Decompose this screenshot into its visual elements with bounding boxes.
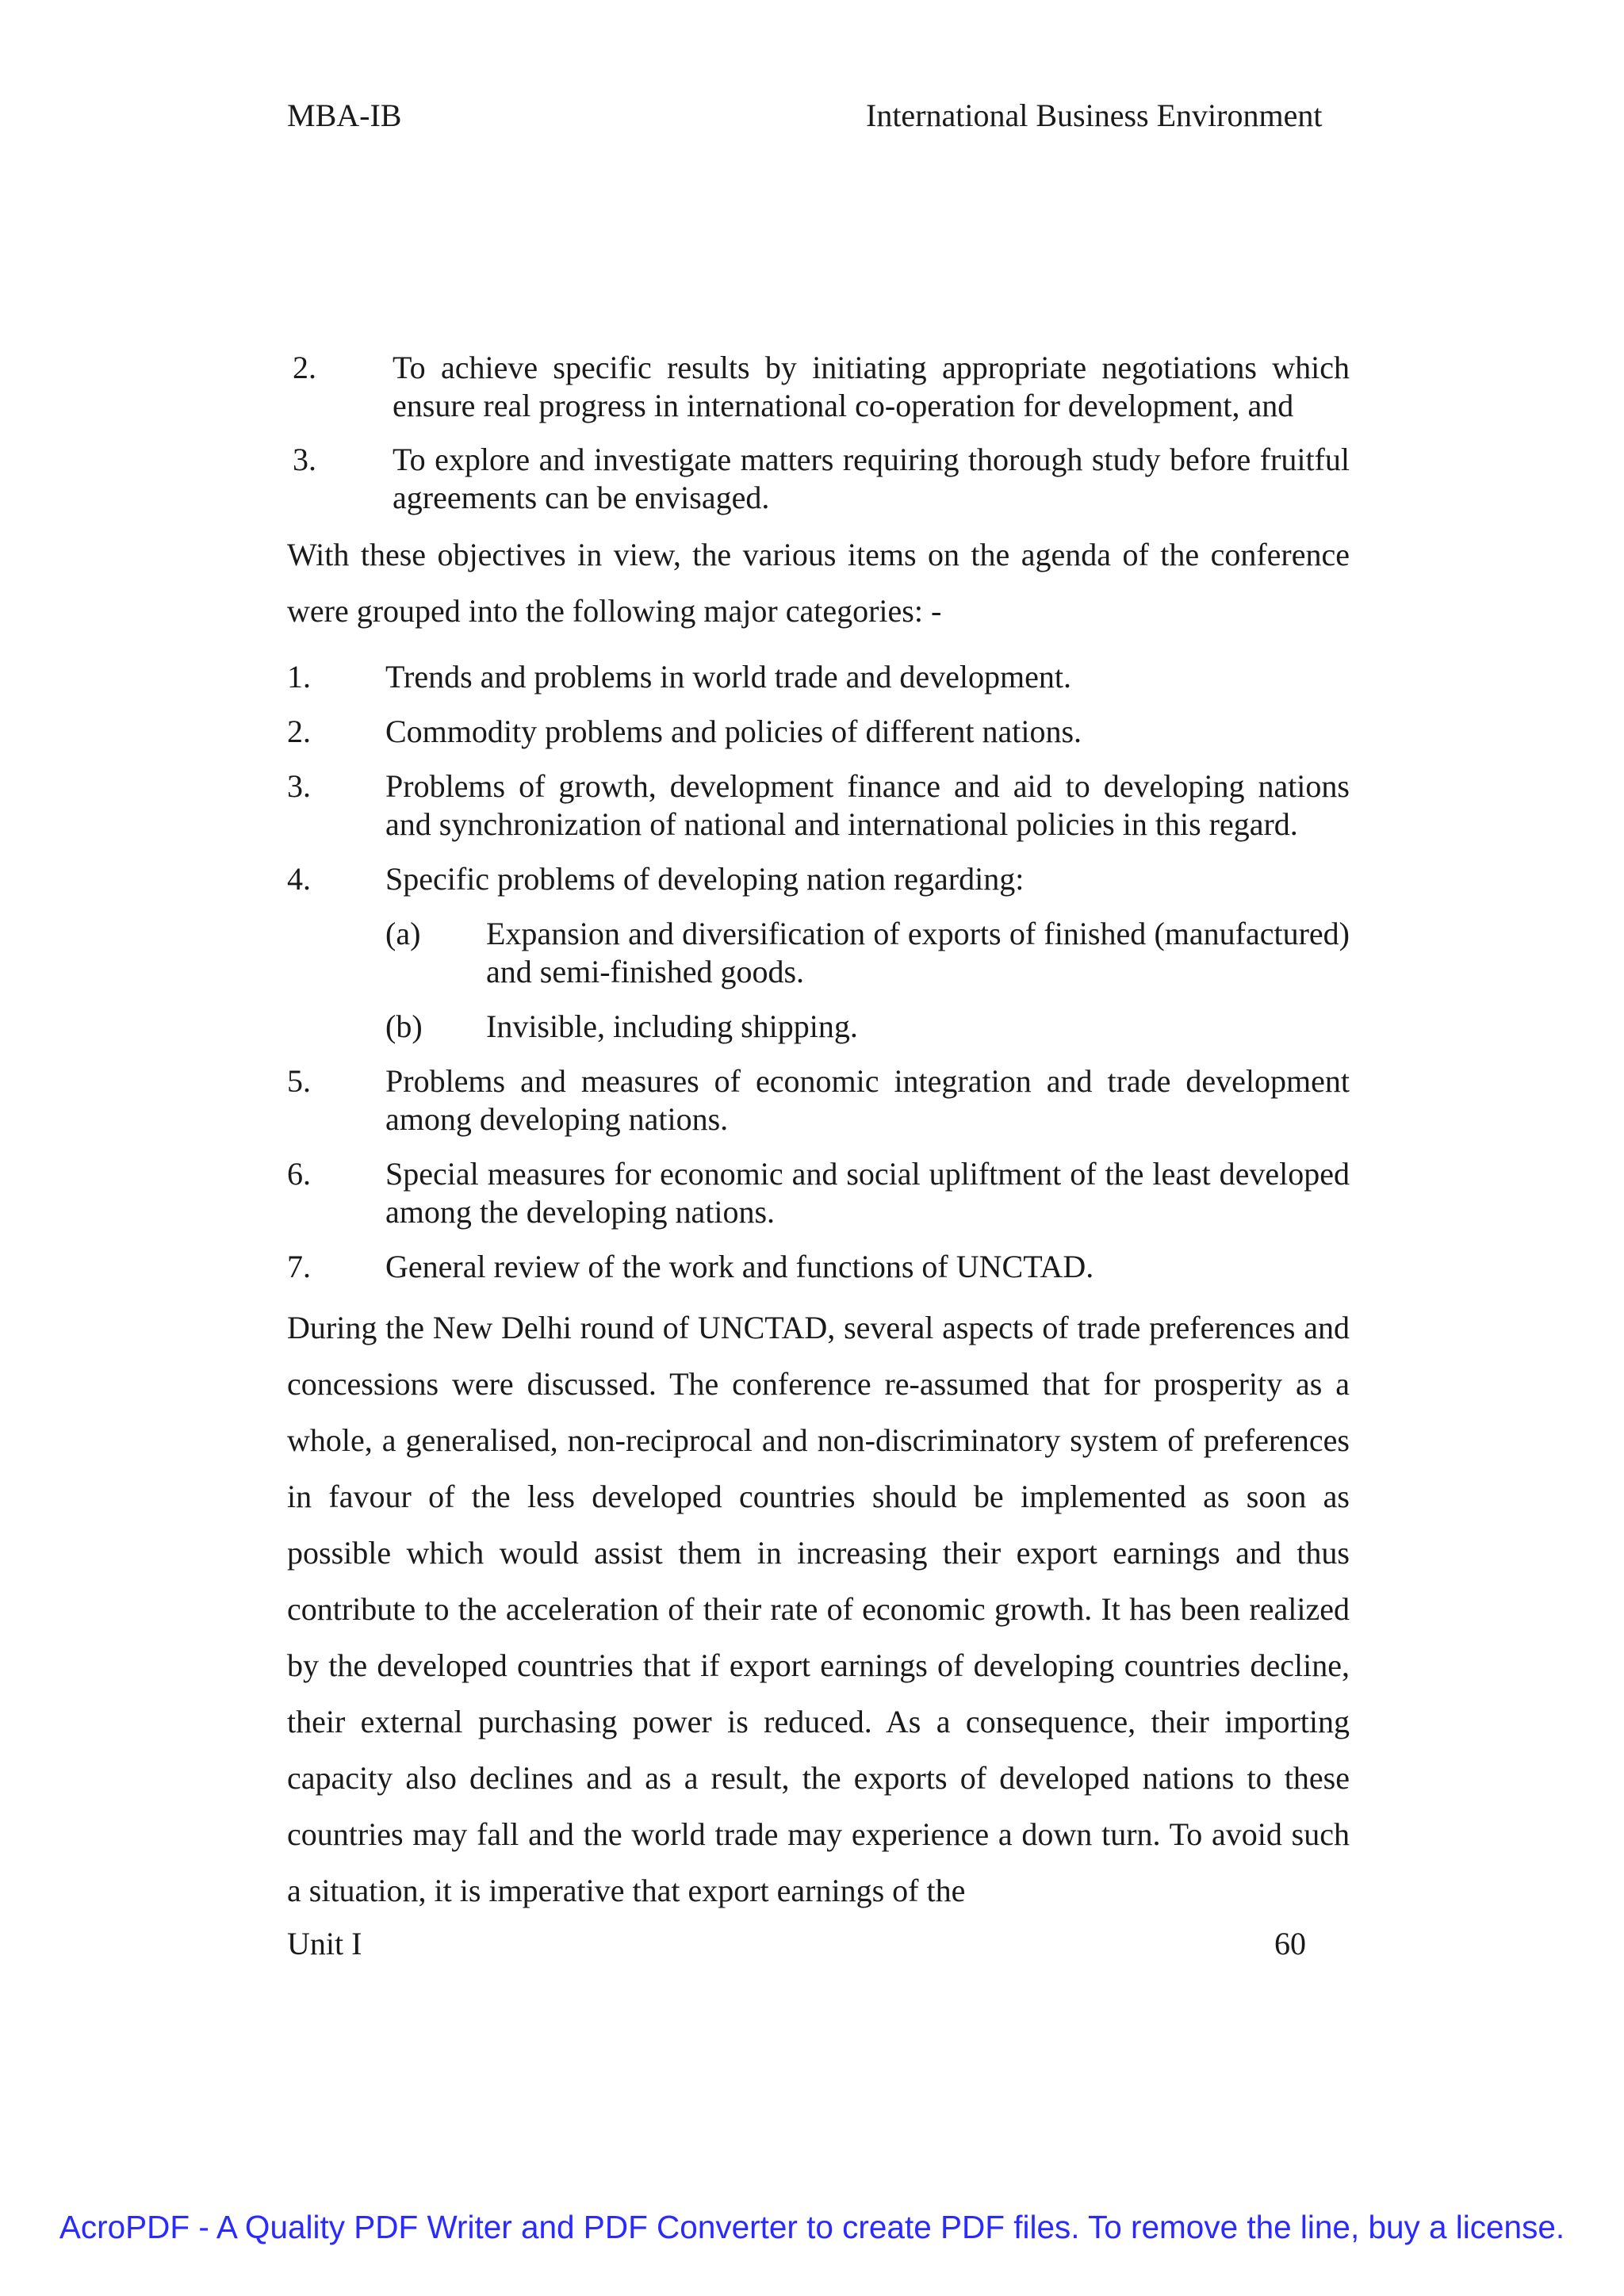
list-item-text: To explore and investigate matters requiring thorough study before fruitful agreements can be envisaged. — [393, 442, 1350, 515]
sub-list-item — [385, 915, 1350, 991]
list-item — [287, 767, 1350, 844]
list-item — [287, 1248, 1350, 1286]
list-item — [287, 713, 1350, 751]
header-course-code: MBA-IB — [287, 98, 402, 133]
list-item-number: 4. — [287, 861, 311, 897]
list-item-text: Problems and measures of economic integration and trade development among developing nations. — [385, 1063, 1350, 1137]
sub-list-item-label: (a) — [385, 916, 421, 951]
list-item-text: General review of the work and functions of UNCTAD. — [385, 1249, 1094, 1284]
list-item-text: Trends and problems in world trade and development. — [385, 659, 1072, 695]
list-item-text: Problems of growth, development finance and aid to developing nations and synchronization of national and international policies in this regard. — [385, 768, 1350, 842]
page-body — [287, 349, 1350, 1919]
sub-list-item-label: (b) — [385, 1008, 423, 1044]
footer-unit-label: Unit I — [287, 1926, 362, 1961]
list-item — [287, 1062, 1350, 1138]
sub-list-item-text: Invisible, including shipping. — [486, 1008, 858, 1044]
categories-list — [287, 658, 1350, 1286]
list-item-text: Commodity problems and policies of different nations. — [385, 714, 1082, 749]
list-item-number: 5. — [287, 1063, 311, 1099]
sub-list — [385, 915, 1350, 1046]
list-item-text: Special measures for economic and social upliftment of the least developed among the developing nations. — [385, 1156, 1350, 1230]
sub-list-item — [385, 1008, 1350, 1046]
list-item-number: 2. — [293, 350, 316, 385]
header-subject-title: International Business Environment — [866, 98, 1323, 133]
list-item-number: 6. — [287, 1156, 311, 1192]
list-item-number: 2. — [287, 714, 311, 749]
page-number: 60 — [1274, 1926, 1306, 1961]
list-item — [287, 860, 1350, 1046]
list-item-number: 3. — [287, 768, 311, 804]
main-paragraph: During the New Delhi round of UNCTAD, several aspects of trade preferences and concessions were discussed. The conference re-assumed that for prosperity as a whole, a generalised, non-reciprocal and non-discriminatory system of preferences in favour of the less developed countries should be implemented as soon as possible which would assist them in increasing their export earnings and thus contribute to the acceleration of their rate of economic growth. It has been realized by the developed countries that if export earnings of developing countries decline, their external purchasing power is reduced. As a consequence, their importing capacity also declines and as a result, the exports of developed nations to these countries may fall and the world trade may experience a down turn. To avoid such a situation, it is imperative that export earnings of the — [287, 1310, 1350, 1908]
list-item-number: 1. — [287, 659, 311, 695]
intro-paragraph: With these objectives in view, the various items on the agenda of the conference were grouped into the following major categories: - — [287, 537, 1350, 629]
list-item-text: Specific problems of developing nation regarding: — [385, 861, 1025, 897]
list-item-number: 7. — [287, 1249, 311, 1284]
list-item-text: To achieve specific results by initiating appropriate negotiations which ensure real progress in international co-operation for development, and — [393, 350, 1350, 423]
objectives-list — [287, 349, 1350, 517]
sub-list-item-text: Expansion and diversification of exports of finished (manufactured) and semi-finished goods. — [486, 916, 1350, 989]
list-item — [287, 658, 1350, 696]
list-item — [287, 441, 1350, 517]
list-item — [287, 1155, 1350, 1231]
list-item — [287, 349, 1350, 425]
watermark-banner: AcroPDF - A Quality PDF Writer and PDF Converter to create PDF files. To remove the line, buy a license. — [59, 2209, 1565, 2245]
list-item-number: 3. — [293, 442, 316, 477]
